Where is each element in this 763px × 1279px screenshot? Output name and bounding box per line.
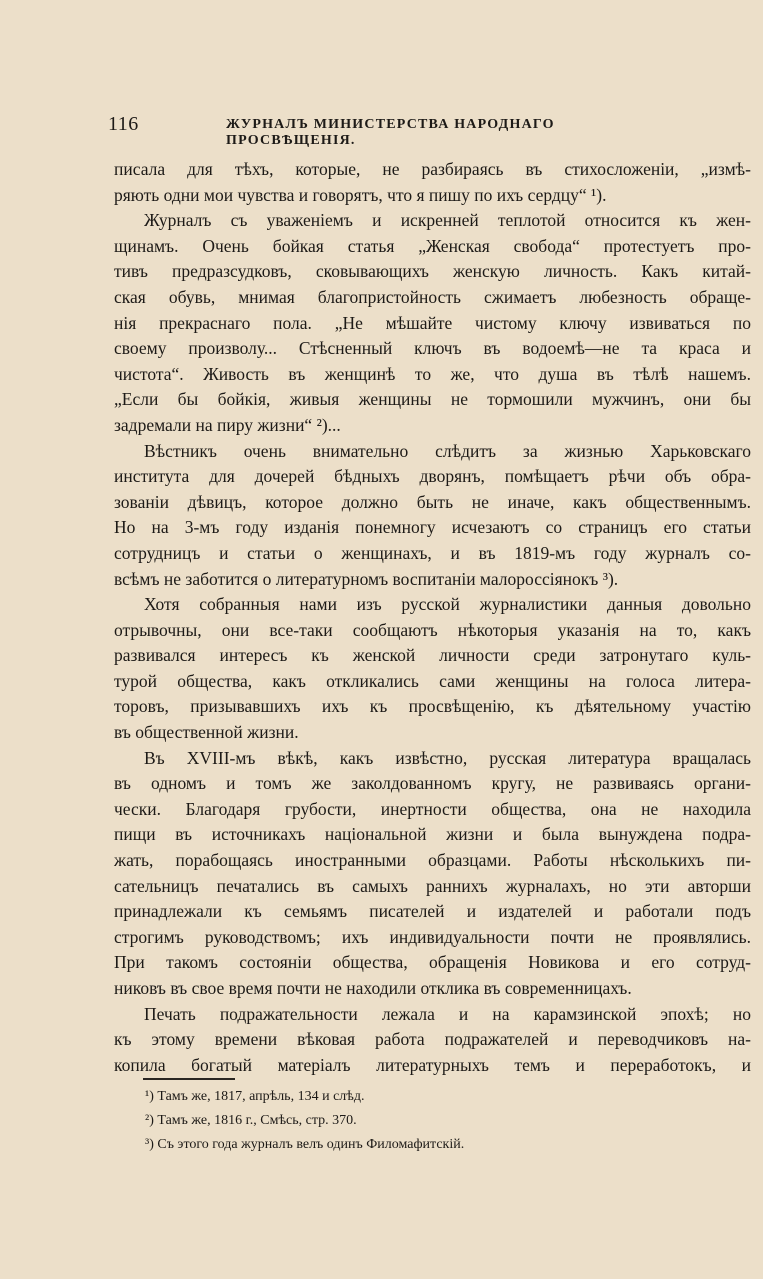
text-line: всѣмъ не заботится о литературномъ воспитаніи малороссіянокъ ³).: [114, 568, 619, 589]
body-text: [114, 157, 751, 1078]
text-line: „Если бы бойкія, живыя женщины не тормошили мужчинъ, они бы: [114, 389, 751, 410]
text-line: турой общества, какъ откликались сами женщины на голоса литера-: [114, 670, 751, 691]
text-line: нія прекраснаго пола. „Не мѣшайте чистому ключу извиваться по: [114, 312, 751, 333]
text-line: строгимъ руководствомъ; ихъ индивидуальности почти не проявлялись.: [114, 926, 751, 947]
text-line: задремали на пиру жизни“ ²)...: [114, 414, 341, 435]
text-line: пищи въ источникахъ національной жизни и была вынуждена подра-: [114, 824, 751, 845]
text-line: Вѣстникъ очень внимательно слѣдитъ за жизнью Харьковскаго: [144, 440, 751, 461]
text-line: въ общественной жизни.: [114, 722, 299, 743]
text-line: сотрудницъ и статьи о женщинахъ, и въ 1819-мъ году журналъ со-: [114, 542, 751, 563]
text-line: чистота“. Живость въ женщинѣ то же, что душа въ тѣлѣ нашемъ.: [114, 363, 751, 384]
text-line: Въ XVIII-мъ вѣкѣ, какъ извѣстно, русская литература вращалась: [144, 747, 751, 768]
text-line: чески. Благодаря грубости, инертности общества, она не находила: [114, 798, 751, 819]
footnote: ¹) Тамъ же, 1817, апрѣль, 134 и слѣд.: [145, 1089, 365, 1104]
footnotes: [145, 1085, 665, 1157]
text-line: щинамъ. Очень бойкая статья „Женская свобода“ протестуетъ про-: [114, 235, 751, 256]
text-line: развивался интересъ къ женской личности среди затронутаго куль-: [114, 645, 751, 666]
text-line: своему произволу... Стѣсненный ключъ въ водоемѣ—не та краса и: [114, 338, 751, 359]
text-line: Журналъ съ уваженіемъ и искренней теплотой относится къ жен-: [144, 210, 751, 231]
text-line: тивъ предразсудковъ, сковывающихъ женскую личность. Какъ китай-: [114, 261, 751, 282]
text-line: института для дочерей бѣдныхъ дворянъ, помѣщаетъ рѣчи объ обра-: [114, 466, 751, 487]
footnote: ²) Тамъ же, 1816 г., Смѣсь, стр. 370.: [145, 1113, 357, 1128]
text-line: отрывочны, они все-таки сообщаютъ нѣкоторыя указанія на то, какъ: [114, 619, 751, 640]
running-title: ЖУРНАЛЪ МИНИСТЕРСТВА НАРОДНАГО ПРОСВѢЩЕНІЯ.: [226, 117, 555, 148]
footnote-divider: [143, 1078, 235, 1080]
text-line: При такомъ состояніи общества, обращенія Новикова и его сотруд-: [114, 952, 751, 973]
text-line: писала для тѣхъ, которые, не разбираясь въ стихосложеніи, „измѣ-: [114, 159, 751, 179]
page-number: 116: [108, 113, 139, 135]
text-line: Печать подражательности лежала и на карамзинской эпохѣ; но: [144, 1003, 751, 1024]
text-line: зованіи дѣвицъ, которое должно быть не иначе, какъ общественнымъ.: [114, 491, 751, 512]
text-line: ряють одни мои чувства и говорятъ, что я пишу по ихъ сердцу“ ¹).: [114, 184, 607, 205]
text-line: къ этому времени вѣковая работа подражателей и переводчиковъ на-: [114, 1029, 751, 1050]
footnote: ³) Съ этого года журналъ велъ одинъ Филомафитскій.: [145, 1137, 465, 1152]
text-line: ская обувь, мнимая благопристойность сжимаетъ любезность обраще-: [114, 286, 751, 307]
text-line: торовъ, призывавшихъ ихъ къ просвѣщенію, къ дѣятельному участію: [114, 696, 751, 717]
page-header: [108, 113, 643, 148]
text-line: въ одномъ и томъ же заколдованномъ кругу, не развиваясь органи-: [114, 773, 751, 794]
text-line: жать, порабощаясь иностранными образцами. Работы нѣсколькихъ пи-: [114, 850, 751, 871]
text-line: принадлежали къ семьямъ писателей и издателей и работали подъ: [114, 901, 751, 922]
text-line: Хотя собранныя нами изъ русской журналистики данныя довольно: [144, 594, 751, 615]
text-line: сательницъ печатались въ самыхъ раннихъ журналахъ, но эти авторши: [114, 875, 751, 896]
text-line: Но на 3-мъ году изданія понемногу исчезаютъ со страницъ его статьи: [114, 517, 751, 538]
text-line: копила богатый матеріалъ литературныхъ темъ и переработокъ, и: [114, 1054, 751, 1075]
text-line: никовъ въ свое время почти не находили отклика въ современницахъ.: [114, 978, 632, 998]
